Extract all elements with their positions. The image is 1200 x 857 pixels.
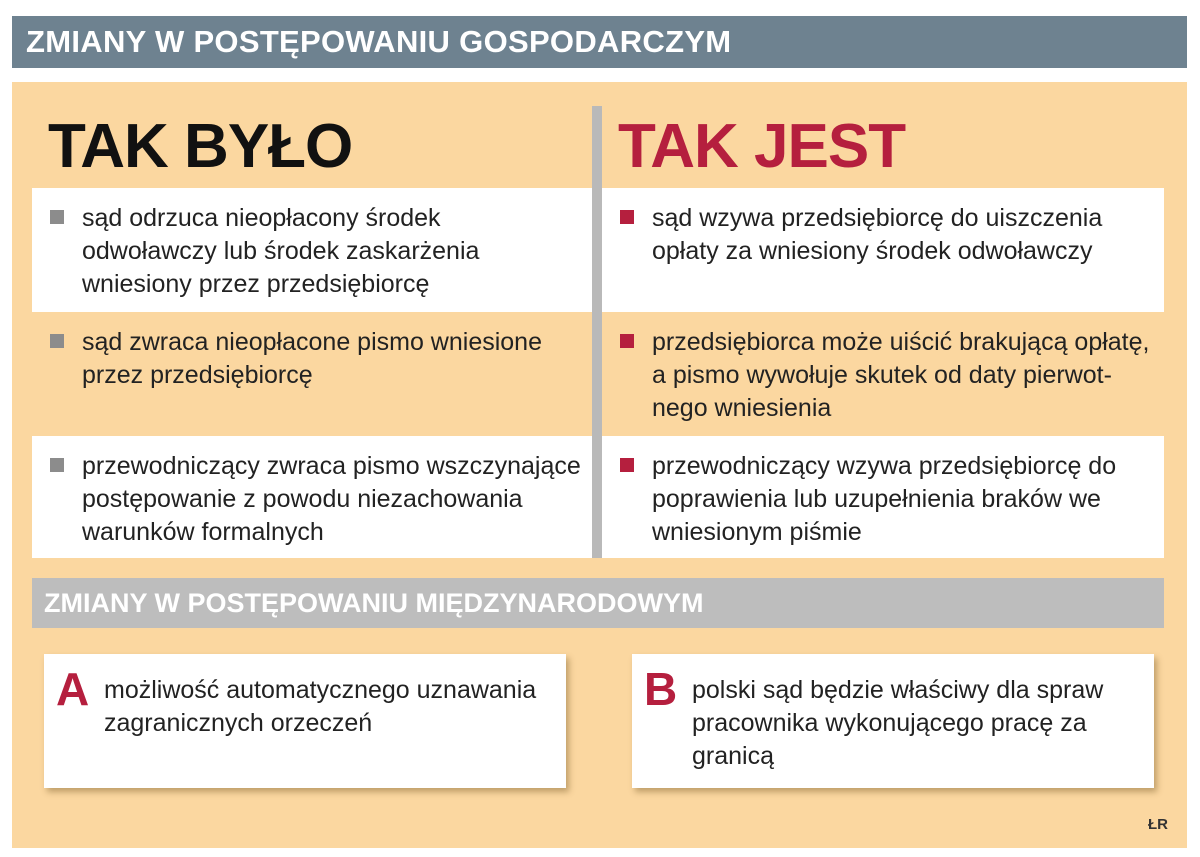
card-text: polski sąd będzie właściwy dla spraw pracownika wykonującego pracę za granicą <box>692 676 1104 770</box>
table-row-after <box>602 436 1164 558</box>
red-square-bullet-icon <box>620 210 634 224</box>
gray-square-bullet-icon <box>50 334 64 348</box>
card-text: możliwość automatycznego uznawania zagranicznych orzeczeń <box>104 676 537 737</box>
card-letter: A <box>56 663 90 715</box>
author-credit: ŁR <box>1148 816 1168 833</box>
table-row-before <box>32 312 592 436</box>
gray-square-bullet-icon <box>50 458 64 472</box>
before-text: przewodniczący zwraca pismo wszczynające postępowanie z powodu niezachowania warunków formalnych <box>82 452 581 546</box>
gray-square-bullet-icon <box>50 210 64 224</box>
card-letter: B <box>644 663 678 715</box>
comparison-table <box>32 106 1164 558</box>
before-heading-cell <box>32 106 592 188</box>
column-divider <box>592 106 602 558</box>
table-row-after <box>602 188 1164 312</box>
after-text: przewodniczący wzywa przedsiębiorcę do poprawienia lub uzupełnienia braków we wniesionym piśmie <box>652 452 1117 546</box>
table-row-before <box>32 188 592 312</box>
card-b <box>632 654 1154 788</box>
page-title: ZMIANY W POSTĘPOWANIU GOSPODARCZYM <box>12 16 1187 68</box>
red-square-bullet-icon <box>620 458 634 472</box>
before-text: sąd zwraca nieopłacone pismo wniesione przez przedsiębiorcę <box>82 328 542 389</box>
red-square-bullet-icon <box>620 334 634 348</box>
after-text: przedsiębiorca może uiścić brakującą opłatę, a pismo wywołuje skutek od daty pierwot-nego wniesienia <box>652 328 1150 422</box>
after-text: sąd wzywa przedsiębiorcę do uiszczenia opłaty za wniesiony środek odwoławczy <box>652 204 1103 265</box>
table-row-before <box>32 436 592 558</box>
card-a <box>44 654 566 788</box>
section-title: ZMIANY W POSTĘPOWANIU MIĘDZYNARODOWYM <box>32 578 1164 628</box>
before-text: sąd odrzuca nieopłacony środek odwoławczy lub środek zaskarżenia wniesiony przez przedsiębiorcę <box>82 204 480 298</box>
after-heading-cell <box>602 106 1164 188</box>
table-row-after <box>602 312 1164 436</box>
before-heading: TAK BYŁO <box>48 112 353 181</box>
after-heading: TAK JEST <box>618 112 906 181</box>
